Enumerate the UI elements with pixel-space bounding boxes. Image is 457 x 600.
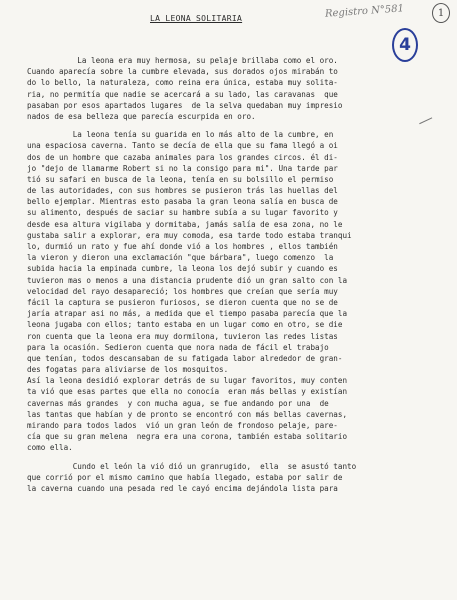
text-line: fácil la captura se pusieron furiosos, se dieron cuenta que no se de xyxy=(27,297,338,307)
text-line: tió su safari en busca de la leona, tenía en su bolsillo el permiso xyxy=(27,174,334,184)
text-line: La leona tenía su guarida en lo más alto de la cumbre, en xyxy=(27,130,334,140)
page-number: 1 xyxy=(437,7,445,19)
text-line: su alimento, después de saciar su hambre subía a su lugar favorito y xyxy=(27,208,338,218)
text-line: la vieron y dieron una exclamación "que bárbara", luego comenzo la xyxy=(27,253,334,263)
text-line: desde esa altura vigilaba y dormitaba, jamás salía de esa zona, no le xyxy=(27,219,343,229)
document-title: LA LEONA SOLITARIA xyxy=(150,14,243,23)
text-line: nados de esa belleza que parecía escurpida en oro. xyxy=(27,111,256,121)
text-line: do lo bello, la naturaleza, como reina era única, estaba muy solita- xyxy=(27,78,338,88)
paragraph-gap xyxy=(27,122,429,129)
text-line: dos de un hombre que cazaba animales para los grandes circos. él di- xyxy=(27,152,338,162)
text-line: Así la leona desidió explorar detrás de su lugar favoritos, muy conten xyxy=(27,376,348,386)
text-line: Cuando aparecía sobre la cumbre elevada, sus dorados ojos mirabán to xyxy=(27,67,338,77)
text-line: como ella. xyxy=(27,443,73,453)
text-line: las tantas que habían y de pronto se encontró con más bellas cavernas, xyxy=(27,409,348,419)
text-line: lo, durmió un rato y fue ahí donde vió a los hombres , ellos también xyxy=(27,242,338,251)
text-line: cía que su gran melena negra era una corona, también estaba solitario xyxy=(27,432,348,442)
text-line: des fogatas para aliviarse de los mosquitos. xyxy=(27,365,229,375)
text-line: que corrió por el mismo camino que había llegado, estaba por salir de xyxy=(27,472,343,482)
text-line: jo "dejo de llamarme Robert si no la consigo para mi". Una tarde par xyxy=(27,163,338,173)
text-line: velocidad del rayo desapareció; los hombres que creían que sería muy xyxy=(27,286,338,296)
text-line: pasaban por esos apartados lugares de la selva quedaban muy impresio xyxy=(27,100,343,110)
text-line: una espaciosa caverna. Tanto se decía de ella que su fama llegó a oi xyxy=(27,141,338,151)
text-line: la caverna cuando una pesada red le cayó encima dejándola lista para xyxy=(27,483,338,493)
text-line: que tenían, todos descansaban de su fatigada labor alrededor de gran- xyxy=(27,353,343,363)
text-line: subida hacia la empinada cumbre, la leona los dejó subir y cuando es xyxy=(27,264,338,274)
text-line: ria, no permitía que nadie se acercará a su lado, las caravanas que xyxy=(27,89,338,99)
text-line: para la ocasión. Sedieron cuenta que nora nada de fácil el trabajo xyxy=(27,342,329,352)
registry-number: Registro N°581 xyxy=(324,3,405,20)
text-line: gustaba salir a explorar, era muy comoda, esa tarde todo estaba tranqui xyxy=(27,230,352,240)
text-line: Cundo el león la vió dió un granrugido, ella se asustó tanto xyxy=(27,461,357,471)
text-line: ta vió que esas partes que ella no conocía eran más bellas y existían xyxy=(27,387,348,397)
text-line: bello ejemplar. Mientras esto pasaba la gran leona salía en busca de xyxy=(27,197,338,207)
sheet-number: 4 xyxy=(399,35,411,55)
text-line: tuvieron mas o menos a una distancia prudente dió un gran salto con la xyxy=(27,275,348,285)
paragraph xyxy=(27,55,429,122)
document-body xyxy=(27,55,429,494)
text-line: La leona era muy hermosa, su pelaje brillaba como el oro. xyxy=(27,56,338,65)
text-line: mirando para todos lados vió un gran león de frondoso pelaje, pare- xyxy=(27,421,338,430)
text-line: cavernas más grandes y con mucha agua, se fue andando por una de xyxy=(27,398,329,408)
paragraph xyxy=(27,129,429,453)
text-line: jaría atrapar asi no más, a medida que el tiempo pasaba parecía que la xyxy=(27,309,348,319)
page-number-circle xyxy=(432,3,450,23)
text-line: leona jugaba con ellos; tanto estaba en un lugar como en otro, se die xyxy=(27,320,343,330)
text-line: ron cuenta que la leona era muy dormilona, tuvieron las redes listas xyxy=(27,331,338,341)
paragraph-gap xyxy=(27,454,429,461)
paragraph xyxy=(27,461,429,495)
text-line: de las autoridades, con sus hombres se pusieron trás las huellas del xyxy=(27,186,338,196)
